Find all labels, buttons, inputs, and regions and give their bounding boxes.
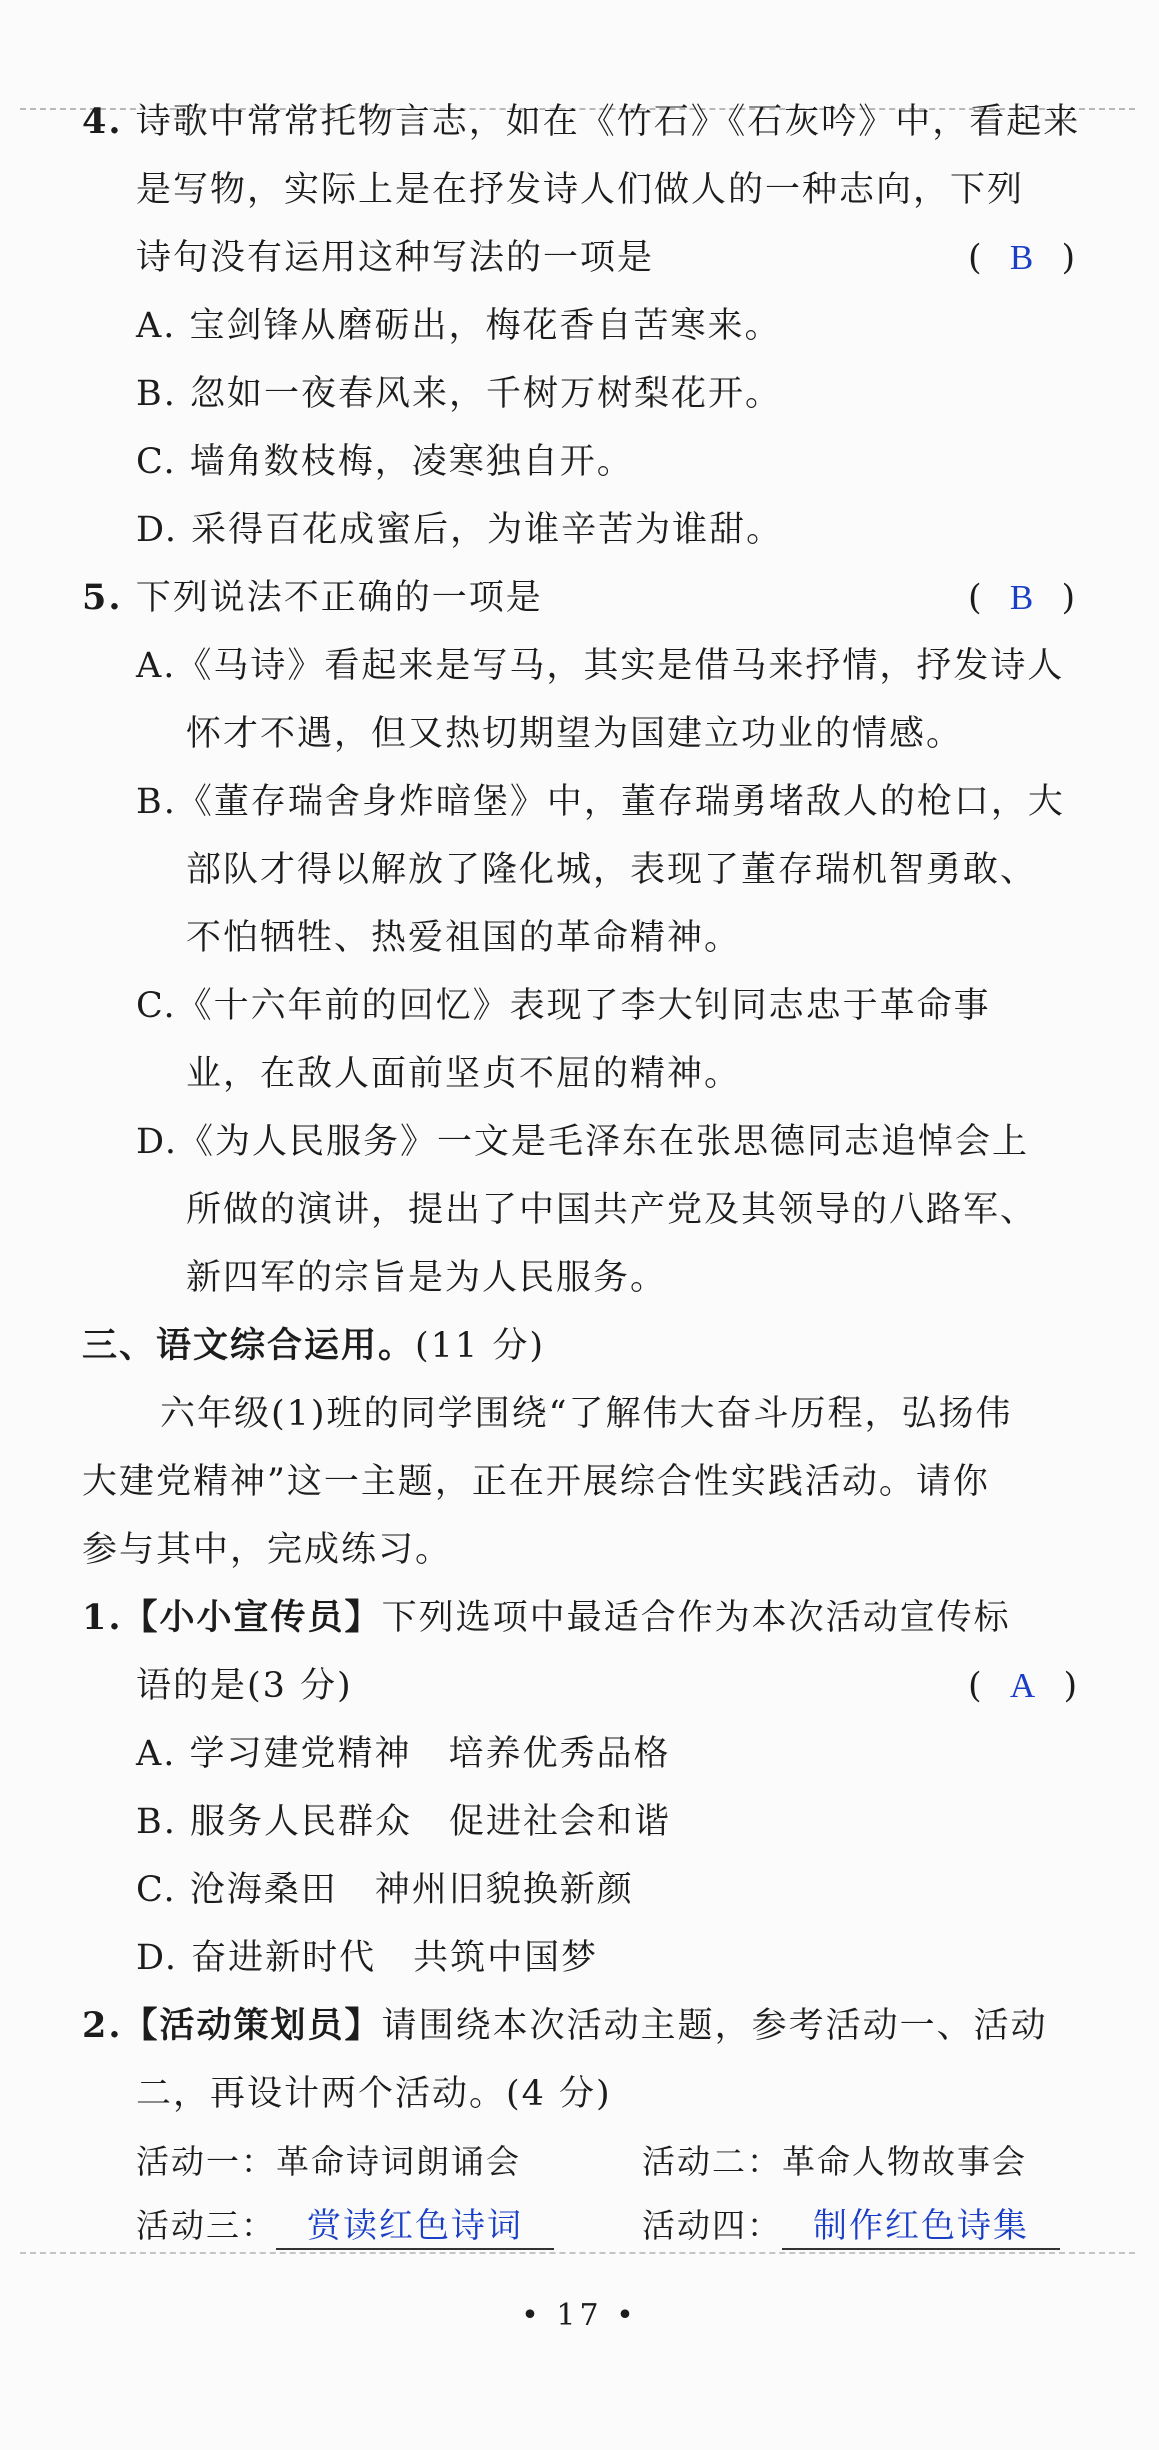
s2-stem-text: 请围绕本次活动主题，参考活动一、活动 xyxy=(381,2006,1048,2046)
q4-answer-bracket: ( B ) xyxy=(968,238,1078,278)
s1-option-c: C. 沧海桑田 神州旧貌换新颜 xyxy=(136,1870,634,1910)
q4-line2: 是写物，实际上是在抒发诗人们做人的一种志向，下列 xyxy=(136,170,1025,210)
s2-tag: 【活动策划员】 xyxy=(122,2005,382,2046)
s1-tag: 【小小宣传员】 xyxy=(122,1597,382,1638)
q4-line1 xyxy=(82,100,1080,144)
s2-activity2: 活动二：革命人物故事会 xyxy=(642,2142,1027,2181)
section3-heading xyxy=(82,1324,545,1368)
q5-option-b-line2: 部队才得以解放了隆化城，表现了董存瑞机智勇敢、 xyxy=(186,850,1038,890)
q5-option-d-line3: 新四军的宗旨是为人民服务。 xyxy=(186,1258,668,1298)
section3-intro-line3: 参与其中，完成练习。 xyxy=(82,1530,453,1570)
s1-option-b: B. 服务人民群众 促进社会和谐 xyxy=(136,1802,671,1842)
page-number: • 17 • xyxy=(521,2298,638,2333)
s2-activity1: 活动一：革命诗词朗诵会 xyxy=(136,2142,521,2181)
q5-stem-text: 下列说法不正确的一项是 xyxy=(135,578,543,618)
s2-line1 xyxy=(82,2004,1048,2048)
q5-option-a-line1: A.《马诗》看起来是写马，其实是借马来抒情，抒发诗人 xyxy=(136,646,1065,686)
q5-option-b-line1: B.《董存瑞舍身炸暗堡》中，董存瑞勇堵敌人的枪口，大 xyxy=(136,782,1065,822)
s1-option-d: D. 奋进新时代 共筑中国梦 xyxy=(136,1938,599,1978)
q5-option-d-line2: 所做的演讲，提出了中国共产党及其领导的八路军、 xyxy=(186,1190,1038,1230)
q4-answer: B xyxy=(1009,238,1036,277)
section3-intro-line2: 大建党精神”这一主题，正在开展综合性实践活动。请你 xyxy=(82,1462,990,1502)
s2-activity3-label: 活动三： xyxy=(136,2206,276,2245)
section3-points: (11 分) xyxy=(415,1326,545,1366)
s2-activity3-answer[interactable]: 赏读红色诗词 xyxy=(276,2204,554,2250)
q5-stem xyxy=(82,576,543,620)
q4-option-c: C. 墙角数枝梅，凌寒独自开。 xyxy=(136,442,634,482)
s2-number: 2. xyxy=(82,2005,123,2046)
q5-option-d-line1: D.《为人民服务》一文是毛泽东在张思德同志追悼会上 xyxy=(136,1122,1029,1162)
q4-option-a: A. 宝剑锋从磨砺出，梅花香自苦寒来。 xyxy=(136,306,782,346)
s2-line2: 二，再设计两个活动。(4 分) xyxy=(136,2074,612,2114)
s2-activity4 xyxy=(642,2204,1060,2250)
q4-option-d: D. 采得百花成蜜后，为谁辛苦为谁甜。 xyxy=(136,510,784,550)
q5-number: 5. xyxy=(82,577,123,618)
q5-answer: B xyxy=(1009,578,1036,617)
s1-number: 1. xyxy=(82,1597,123,1638)
bottom-divider xyxy=(20,2252,1135,2254)
q5-option-b-line3: 不怕牺牲、热爱祖国的革命精神。 xyxy=(186,918,742,958)
q5-option-a-line2: 怀才不遇，但又热切期望为国建立功业的情感。 xyxy=(186,714,964,754)
q5-option-c-line2: 业，在敌人面前坚贞不屈的精神。 xyxy=(186,1054,742,1094)
q4-line3: 诗句没有运用这种写法的一项是 xyxy=(136,238,655,278)
q5-option-c-line1: C.《十六年前的回忆》表现了李大钊同志忠于革命事 xyxy=(136,986,991,1026)
q5-answer-bracket: ( B ) xyxy=(968,578,1078,618)
s1-answer-bracket: ( A ) xyxy=(968,1666,1080,1706)
s1-stem-text: 下列选项中最适合作为本次活动宣传标 xyxy=(381,1598,1011,1638)
s2-activity4-label: 活动四： xyxy=(642,2206,782,2245)
q4-option-b: B. 忽如一夜春风来，千树万树梨花开。 xyxy=(136,374,782,414)
section3-intro-line1: 六年级(1)班的同学围绕“了解伟大奋斗历程，弘扬伟 xyxy=(160,1394,1013,1434)
s1-line2: 语的是(3 分) xyxy=(136,1666,353,1706)
section3-title: 三、语文综合运用。 xyxy=(82,1325,416,1366)
q4-stem-text-1: 诗歌中常常托物言志，如在《竹石》《石灰吟》中，看起来 xyxy=(135,102,1081,142)
s2-activity3 xyxy=(136,2204,554,2250)
s1-option-a: A. 学习建党精神 培养优秀品格 xyxy=(136,1734,671,1774)
s1-line1 xyxy=(82,1596,1011,1640)
s1-answer: A xyxy=(1009,1666,1038,1705)
s2-activity4-answer[interactable]: 制作红色诗集 xyxy=(782,2204,1060,2250)
q4-number: 4. xyxy=(82,101,123,142)
